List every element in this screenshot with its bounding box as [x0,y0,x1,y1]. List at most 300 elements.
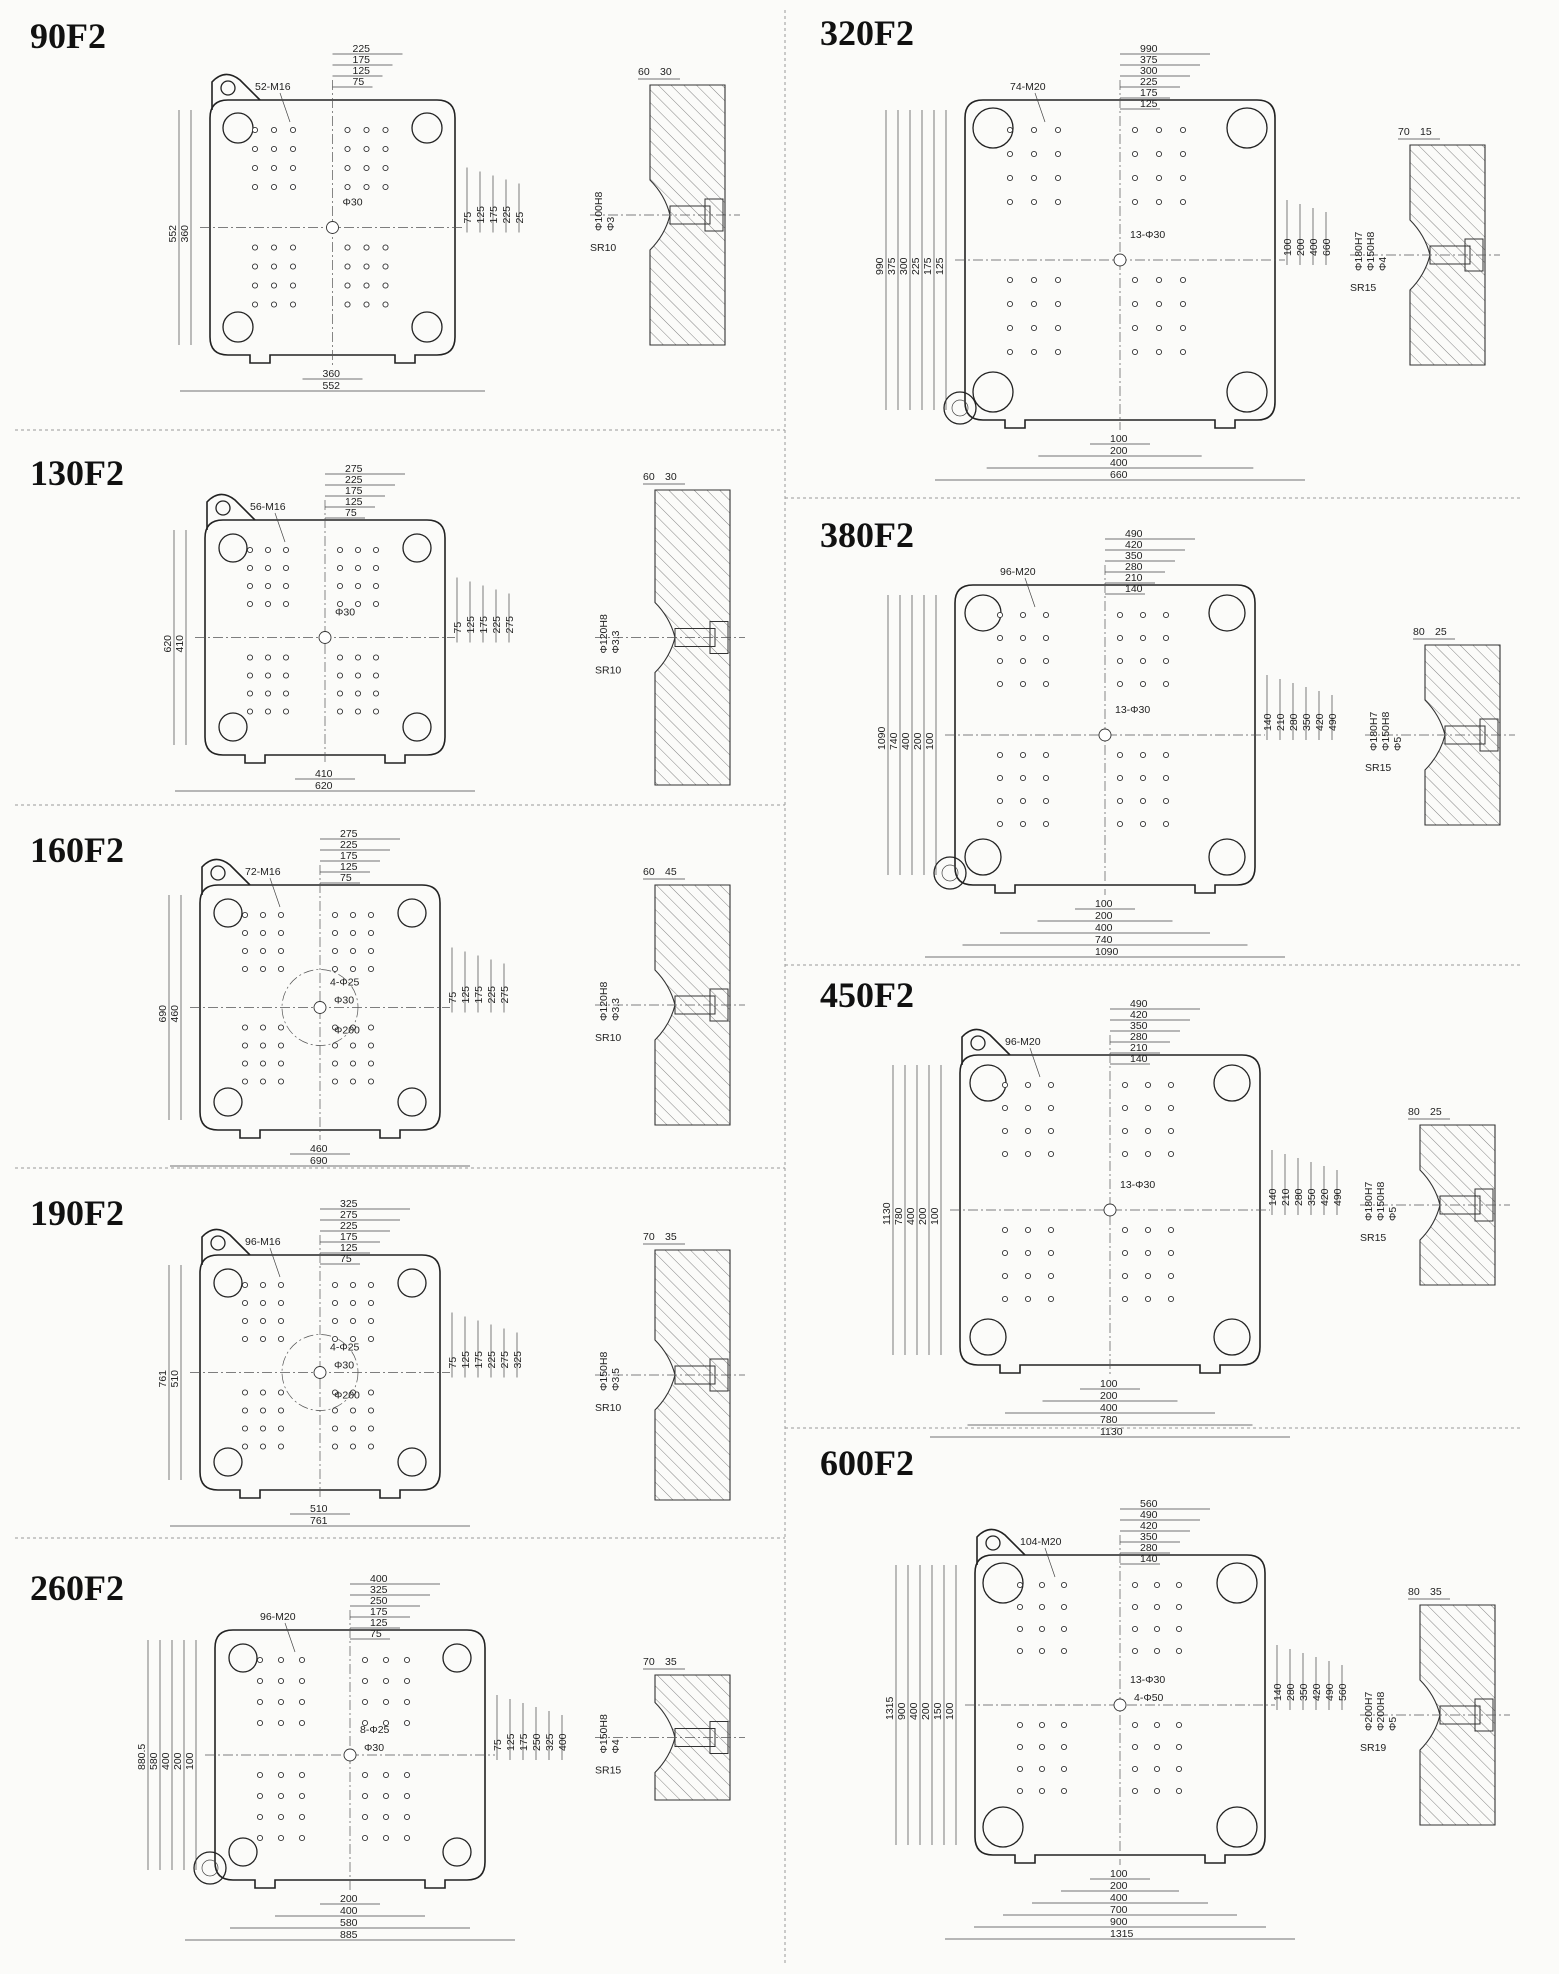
tapped-hole [260,1061,265,1066]
tapped-hole [1140,658,1145,663]
tapped-hole [278,1336,283,1341]
tapped-hole [252,165,257,170]
tapped-hole [1048,1105,1053,1110]
tapped-hole [337,565,342,570]
tapped-hole [242,1300,247,1305]
tapped-hole [299,1699,304,1704]
tapped-hole [271,184,276,189]
tapped-hole [345,264,350,269]
tapped-hole [1154,1744,1159,1749]
tapped-hole [278,1079,283,1084]
tapped-hole [242,1444,247,1449]
tapped-hole [1007,199,1012,204]
tapped-hole [247,709,252,714]
tapped-hole [355,565,360,570]
tapped-hole [278,1835,283,1840]
leader-line [270,1248,280,1277]
thread-spec: 96-M16 [245,1236,281,1248]
tapped-hole [373,691,378,696]
tie-bar-hole [214,1269,242,1297]
model-90f2 [30,16,740,392]
tapped-hole [373,565,378,570]
tapped-hole [1117,658,1122,663]
tapped-hole [1061,1626,1066,1631]
tapped-hole [252,283,257,288]
tapped-hole [1122,1250,1127,1255]
tie-bar-hole [983,1807,1023,1847]
right-dimension: 125 [460,1350,472,1369]
tapped-hole [997,612,1002,617]
tapped-hole [355,673,360,678]
right-dimension: 125 [460,985,472,1004]
tapped-hole [332,912,337,917]
center-bore-spec: 13-Φ30 [1120,1179,1156,1191]
tapped-hole [1180,349,1185,354]
right-dimension: 490 [1332,1188,1344,1206]
right-dimension: 350 [1298,1683,1310,1701]
tapped-hole [362,1678,367,1683]
left-dimension: 375 [886,257,898,275]
tapped-hole [368,1390,373,1395]
center-bore-spec: 4-Φ25 [330,976,360,989]
tapped-hole [242,966,247,971]
tapped-hole [1007,127,1012,132]
left-dimension: 552 [167,224,179,243]
top-dimension: 125 [340,1242,358,1254]
nozzle-dim: 45 [665,866,677,878]
tapped-hole [1020,635,1025,640]
lug-hole [221,81,235,95]
tapped-hole [1132,349,1137,354]
center-bore-spec: 8-Φ25 [360,1724,390,1736]
tie-bar-hole [1227,108,1267,148]
right-dimension: 125 [475,205,487,224]
tapped-hole [1168,1296,1173,1301]
tapped-hole [265,565,270,570]
tie-bar-hole [398,1088,426,1116]
tapped-hole [299,1835,304,1840]
center-bore-spec: 13-Φ30 [1115,704,1151,716]
bottom-dimension: 510 [310,1503,328,1515]
thread-spec: 96-M20 [1005,1036,1041,1048]
tapped-hole [1007,301,1012,306]
center-bore [1114,254,1126,266]
bottom-dimension: 100 [1110,1868,1128,1880]
tapped-hole [373,547,378,552]
top-dimension: 140 [1130,1053,1148,1065]
bottom-dimension: 1130 [1100,1426,1123,1438]
tapped-hole [1002,1250,1007,1255]
bottom-dimension: 400 [1110,457,1128,469]
tie-bar-hole [1227,372,1267,412]
tie-bar-hole [229,1838,257,1866]
left-dimension: 200 [172,1752,184,1770]
left-dimension: 580 [148,1752,160,1770]
model-title: 160F2 [30,830,124,870]
left-dimension: 900 [896,1702,908,1720]
tapped-hole [332,1300,337,1305]
center-bore-spec: 13-Φ30 [1130,229,1166,241]
tapped-hole [252,264,257,269]
tapped-hole [332,1043,337,1048]
tapped-hole [242,1079,247,1084]
tapped-hole [997,821,1002,826]
tapped-hole [242,1061,247,1066]
tapped-hole [1140,775,1145,780]
tapped-hole [1154,1582,1159,1587]
center-bore-spec: Φ30 [335,606,356,619]
top-dimension: 420 [1140,1520,1158,1532]
tapped-hole [362,1814,367,1819]
tie-bar-hole [398,1448,426,1476]
right-dimension: 225 [491,615,503,634]
model-title: 90F2 [30,16,106,56]
tapped-hole [1168,1082,1173,1087]
tapped-hole [260,1300,265,1305]
tapped-hole [283,709,288,714]
tapped-hole [1031,277,1036,282]
tapped-hole [1055,151,1060,156]
tapped-hole [345,165,350,170]
tapped-hole [1117,635,1122,640]
tapped-hole [299,1678,304,1683]
model-title: 190F2 [30,1193,124,1233]
tapped-hole [1061,1766,1066,1771]
tapped-hole [1043,635,1048,640]
nozzle-dim: 35 [665,1231,677,1243]
tapped-hole [260,1390,265,1395]
right-dimension: 175 [518,1733,530,1751]
nozzle-radius: SR15 [1360,1232,1387,1244]
tie-bar-hole [965,839,1001,875]
tapped-hole [278,1657,283,1662]
nozzle-dim: 60 [643,866,655,878]
left-dimension: 1315 [884,1696,896,1720]
tapped-hole [1163,775,1168,780]
tapped-hole [252,146,257,151]
nozzle-diameter: Φ180H7 [1368,711,1380,751]
tapped-hole [1163,612,1168,617]
tapped-hole [383,1835,388,1840]
tapped-hole [350,930,355,935]
top-dimension: 225 [352,43,371,55]
right-dimension: 200 [1295,238,1307,256]
locating-ring-flange [944,392,976,424]
tapped-hole [278,1793,283,1798]
tapped-hole [383,283,388,288]
top-dimension: 280 [1140,1542,1158,1554]
tapped-hole [252,184,257,189]
tapped-hole [242,1426,247,1431]
tapped-hole [1031,175,1036,180]
tapped-hole [283,583,288,588]
lug-hole [211,866,225,880]
right-dimension: 175 [473,985,485,1004]
tapped-hole [1031,301,1036,306]
model-title: 320F2 [820,13,914,53]
tapped-hole [1017,1582,1022,1587]
bore-spec: 4-Φ50 [1134,1692,1164,1704]
tapped-hole [997,681,1002,686]
top-dimension: 125 [1140,98,1158,110]
right-dimension: 280 [1285,1683,1297,1701]
nozzle-diameter: Φ4 [610,1739,622,1754]
tapped-hole [1156,301,1161,306]
tapped-hole [383,1678,388,1683]
nozzle-dim: 80 [1408,1586,1420,1598]
top-dimension: 125 [352,65,371,77]
tapped-hole [260,1282,265,1287]
tapped-hole [1017,1744,1022,1749]
top-dimension: 175 [352,54,371,66]
tapped-hole [278,912,283,917]
top-dimension: 125 [340,861,358,873]
left-dimension: 400 [900,732,912,750]
tapped-hole [278,1025,283,1030]
tapped-hole [1132,1744,1137,1749]
tapped-hole [1163,681,1168,686]
top-dimension: 350 [1125,550,1143,562]
right-dimension: 400 [1308,238,1320,256]
tapped-hole [1132,1582,1137,1587]
right-dimension: 350 [1301,713,1313,731]
tapped-hole [242,1336,247,1341]
tie-bar-hole [214,1448,242,1476]
tapped-hole [337,673,342,678]
tie-bar-hole [1217,1563,1257,1603]
left-dimension: 100 [924,732,936,750]
bottom-dimension: 400 [1095,922,1113,934]
nozzle-diameter: Φ150H8 [1375,1181,1387,1221]
tapped-hole [997,752,1002,757]
tie-bar-hole [403,713,431,741]
tie-bar-hole [970,1065,1006,1101]
tapped-hole [1031,349,1036,354]
tapped-hole [355,709,360,714]
nozzle-radius: SR10 [595,1032,622,1044]
tapped-hole [362,1772,367,1777]
tapped-hole [350,912,355,917]
tapped-hole [252,302,257,307]
tapped-hole [1025,1296,1030,1301]
tapped-hole [368,966,373,971]
tapped-hole [368,930,373,935]
right-dimension: 280 [1293,1188,1305,1206]
bottom-dimension: 400 [340,1905,358,1917]
tapped-hole [1176,1582,1181,1587]
tapped-hole [332,1282,337,1287]
left-dimension: 761 [157,1369,169,1388]
right-dimension: 275 [499,1350,511,1369]
left-dimension: 510 [169,1369,181,1388]
tie-bar-hole [412,113,442,143]
tapped-hole [1017,1626,1022,1631]
lug-outline [202,1229,250,1265]
tie-bar-hole [973,108,1013,148]
tapped-hole [345,127,350,132]
tapped-hole [1132,301,1137,306]
tapped-hole [383,1814,388,1819]
tapped-hole [247,565,252,570]
tapped-hole [368,1318,373,1323]
tapped-hole [337,709,342,714]
tapped-hole [404,1657,409,1662]
right-dimension: 140 [1272,1683,1284,1701]
left-dimension: 200 [917,1207,929,1225]
tapped-hole [1017,1604,1022,1609]
tapped-hole [373,709,378,714]
tapped-hole [1020,612,1025,617]
tapped-hole [242,948,247,953]
tapped-hole [350,1061,355,1066]
top-dimension: 350 [1140,1531,1158,1543]
top-dimension: 250 [370,1595,388,1607]
tapped-hole [1180,325,1185,330]
top-dimension: 300 [1140,65,1158,77]
tapped-hole [1002,1227,1007,1232]
top-dimension: 275 [345,463,363,475]
tapped-hole [1145,1273,1150,1278]
tapped-hole [332,966,337,971]
tapped-hole [1043,658,1048,663]
model-190f2 [30,1193,745,1527]
tapped-hole [1048,1128,1053,1133]
tapped-hole [373,583,378,588]
tapped-hole [1055,301,1060,306]
lug-hole [216,501,230,515]
tie-bar-hole [214,899,242,927]
left-dimension: 990 [874,257,886,275]
tie-bar-hole [973,372,1013,412]
tapped-hole [350,1408,355,1413]
nozzle-dim: 80 [1413,626,1425,638]
right-dimension: 210 [1275,713,1287,731]
tapped-hole [1122,1128,1127,1133]
center-bore-spec: Φ30 [342,196,363,209]
model-130f2 [30,453,745,792]
tapped-hole [1132,151,1137,156]
tapped-hole [290,264,295,269]
right-dimension: 140 [1262,713,1274,731]
thread-spec: 74-M20 [1010,81,1046,93]
top-dimension: 175 [345,485,363,497]
nozzle-dim: 30 [660,66,672,78]
left-dimension: 690 [157,1004,169,1023]
top-dimension: 125 [345,496,363,508]
tie-bar-hole [965,595,1001,631]
bottom-dimension: 690 [310,1155,328,1167]
right-dimension: 25 [514,211,526,224]
tapped-hole [1020,821,1025,826]
leader-line [280,93,290,122]
center-bore [1104,1204,1116,1216]
tapped-hole [1122,1273,1127,1278]
tapped-hole [1031,325,1036,330]
bottom-dimension: 100 [1095,898,1113,910]
tapped-hole [332,1079,337,1084]
top-dimension: 75 [370,1628,382,1640]
model-320f2 [820,13,1500,481]
tapped-hole [299,1793,304,1798]
tapped-hole [383,302,388,307]
thread-spec: 56-M16 [250,501,286,513]
tapped-hole [278,1300,283,1305]
nozzle-dim: 70 [643,1656,655,1668]
tie-bar-hole [443,1644,471,1672]
nozzle-diameter: Φ3.3 [610,630,622,654]
tapped-hole [1132,1604,1137,1609]
tapped-hole [278,966,283,971]
tapped-hole [247,583,252,588]
tapped-hole [373,655,378,660]
tapped-hole [278,1444,283,1449]
tapped-hole [1061,1722,1066,1727]
tapped-hole [283,691,288,696]
tapped-hole [1132,1626,1137,1631]
tapped-hole [247,655,252,660]
tapped-hole [364,302,369,307]
tapped-hole [1061,1648,1066,1653]
tapped-hole [260,1079,265,1084]
tapped-hole [260,1025,265,1030]
right-dimension: 325 [512,1350,524,1369]
tapped-hole [1122,1105,1127,1110]
tapped-hole [278,1408,283,1413]
thread-spec: 96-M20 [1000,566,1036,578]
tapped-hole [350,966,355,971]
tapped-hole [1017,1722,1022,1727]
tapped-hole [1132,199,1137,204]
tapped-hole [404,1699,409,1704]
left-dimension: 100 [929,1207,941,1225]
tapped-hole [362,1793,367,1798]
tapped-hole [1020,798,1025,803]
top-dimension: 225 [340,839,358,851]
nozzle-diameter: Φ3 [605,216,617,231]
right-dimension: 420 [1311,1683,1323,1701]
tapped-hole [271,245,276,250]
tie-bar-hole [412,312,442,342]
right-dimension: 175 [488,205,500,224]
tapped-hole [247,547,252,552]
tapped-hole [1156,127,1161,132]
tapped-hole [1140,752,1145,757]
tapped-hole [252,127,257,132]
bottom-dimension: 1315 [1110,1928,1134,1940]
tapped-hole [1180,127,1185,132]
tapped-hole [260,1408,265,1413]
top-dimension: 280 [1130,1031,1148,1043]
nozzle-diameter: Φ200H8 [1375,1691,1387,1731]
tapped-hole [265,691,270,696]
tapped-hole [1140,821,1145,826]
nozzle-diameter: Φ5 [1387,1716,1399,1731]
tapped-hole [355,601,360,606]
tapped-hole [290,283,295,288]
lug-hole [211,1236,225,1250]
tie-bar-hole [223,312,253,342]
tapped-hole [1117,775,1122,780]
top-dimension: 175 [370,1606,388,1618]
bottom-dimension: 200 [1095,910,1113,922]
tapped-hole [1154,1626,1159,1631]
tapped-hole [383,1772,388,1777]
tapped-hole [1039,1766,1044,1771]
right-dimension: 125 [505,1733,517,1751]
tapped-hole [1048,1151,1053,1156]
tapped-hole [1043,821,1048,826]
tie-bar-hole [403,534,431,562]
